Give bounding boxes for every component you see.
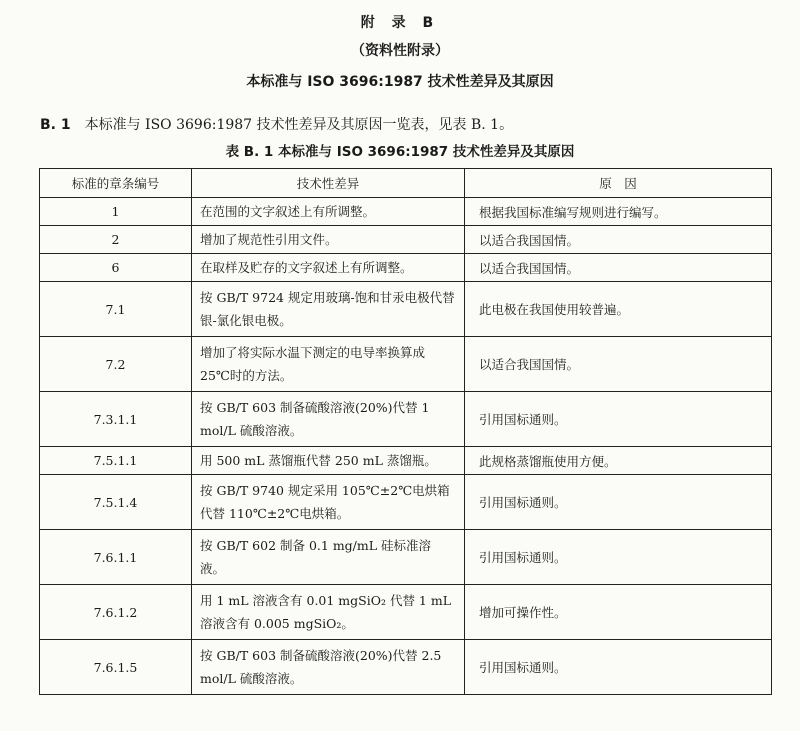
intro-text: 本标准与 ISO 3696:1987 技术性差异及其原因一览表，见表 B. 1。 bbox=[84, 117, 514, 133]
clause-cell: 1 bbox=[40, 198, 192, 226]
difference-cell: 增加了将实际水温下测定的电导率换算成 25℃时的方法。 bbox=[192, 337, 465, 392]
clause-cell: 7.3.1.1 bbox=[40, 392, 192, 447]
table-body bbox=[40, 198, 772, 695]
reason-cell: 引用国标通则。 bbox=[465, 475, 772, 530]
difference-cell: 按 GB/T 9740 规定采用 105℃±2℃电烘箱代替 110℃±2℃电烘箱。 bbox=[192, 475, 465, 530]
table-caption: 表 B. 1 本标准与 ISO 3696:1987 技术性差异及其原因 bbox=[225, 144, 575, 160]
table-header-row bbox=[40, 169, 772, 198]
reason-cell: 以适合我国国情。 bbox=[465, 254, 772, 282]
table-row bbox=[40, 392, 772, 447]
table-row bbox=[40, 282, 772, 337]
reason-cell: 根据我国标准编写规则进行编写。 bbox=[465, 198, 772, 226]
difference-cell: 按 GB/T 602 制备 0.1 mg/mL 硅标准溶液。 bbox=[192, 530, 465, 585]
table-row bbox=[40, 254, 772, 282]
table-row bbox=[40, 640, 772, 695]
header-clause: 标准的章条编号 bbox=[40, 169, 192, 198]
appendix-subtitle: （资料性附录） bbox=[351, 43, 449, 59]
reason-cell: 以适合我国国情。 bbox=[465, 337, 772, 392]
clause-cell: 7.5.1.1 bbox=[40, 447, 192, 475]
table-row bbox=[40, 475, 772, 530]
appendix-title: 附 录 B bbox=[360, 15, 440, 31]
reason-cell: 引用国标通则。 bbox=[465, 640, 772, 695]
difference-cell: 按 GB/T 603 制备硫酸溶液(20%)代替 1 mol/L 硫酸溶液。 bbox=[192, 392, 465, 447]
table-row bbox=[40, 226, 772, 254]
clause-cell: 2 bbox=[40, 226, 192, 254]
header-difference: 技术性差异 bbox=[192, 169, 465, 198]
table-row bbox=[40, 198, 772, 226]
intro-paragraph bbox=[40, 114, 513, 134]
difference-cell: 在范围的文字叙述上有所调整。 bbox=[192, 198, 465, 226]
reason-cell: 增加可操作性。 bbox=[465, 585, 772, 640]
table-row bbox=[40, 337, 772, 392]
clause-cell: 7.6.1.2 bbox=[40, 585, 192, 640]
reason-cell: 此规格蒸馏瓶使用方便。 bbox=[465, 447, 772, 475]
difference-cell: 用 500 mL 蒸馏瓶代替 250 mL 蒸馏瓶。 bbox=[192, 447, 465, 475]
clause-cell: 6 bbox=[40, 254, 192, 282]
table-row bbox=[40, 530, 772, 585]
reason-cell: 以适合我国国情。 bbox=[465, 226, 772, 254]
differences-table bbox=[39, 168, 772, 695]
clause-cell: 7.5.1.4 bbox=[40, 475, 192, 530]
reason-cell: 此电极在我国使用较普遍。 bbox=[465, 282, 772, 337]
appendix-heading: 本标准与 ISO 3696:1987 技术性差异及其原因 bbox=[246, 74, 554, 90]
clause-cell: 7.6.1.5 bbox=[40, 640, 192, 695]
clause-cell: 7.1 bbox=[40, 282, 192, 337]
clause-cell: 7.2 bbox=[40, 337, 192, 392]
header-reason: 原 因 bbox=[465, 169, 772, 198]
table-row bbox=[40, 447, 772, 475]
table-row bbox=[40, 585, 772, 640]
difference-cell: 按 GB/T 603 制备硫酸溶液(20%)代替 2.5 mol/L 硫酸溶液。 bbox=[192, 640, 465, 695]
difference-cell: 增加了规范性引用文件。 bbox=[192, 226, 465, 254]
difference-cell: 用 1 mL 溶液含有 0.01 mgSiO₂ 代替 1 mL 溶液含有 0.005 mgSiO₂。 bbox=[192, 585, 465, 640]
difference-cell: 按 GB/T 9724 规定用玻璃-饱和甘汞电极代替银-氯化银电极。 bbox=[192, 282, 465, 337]
reason-cell: 引用国标通则。 bbox=[465, 392, 772, 447]
section-number: B. 1 bbox=[40, 117, 71, 133]
reason-cell: 引用国标通则。 bbox=[465, 530, 772, 585]
difference-cell: 在取样及贮存的文字叙述上有所调整。 bbox=[192, 254, 465, 282]
clause-cell: 7.6.1.1 bbox=[40, 530, 192, 585]
